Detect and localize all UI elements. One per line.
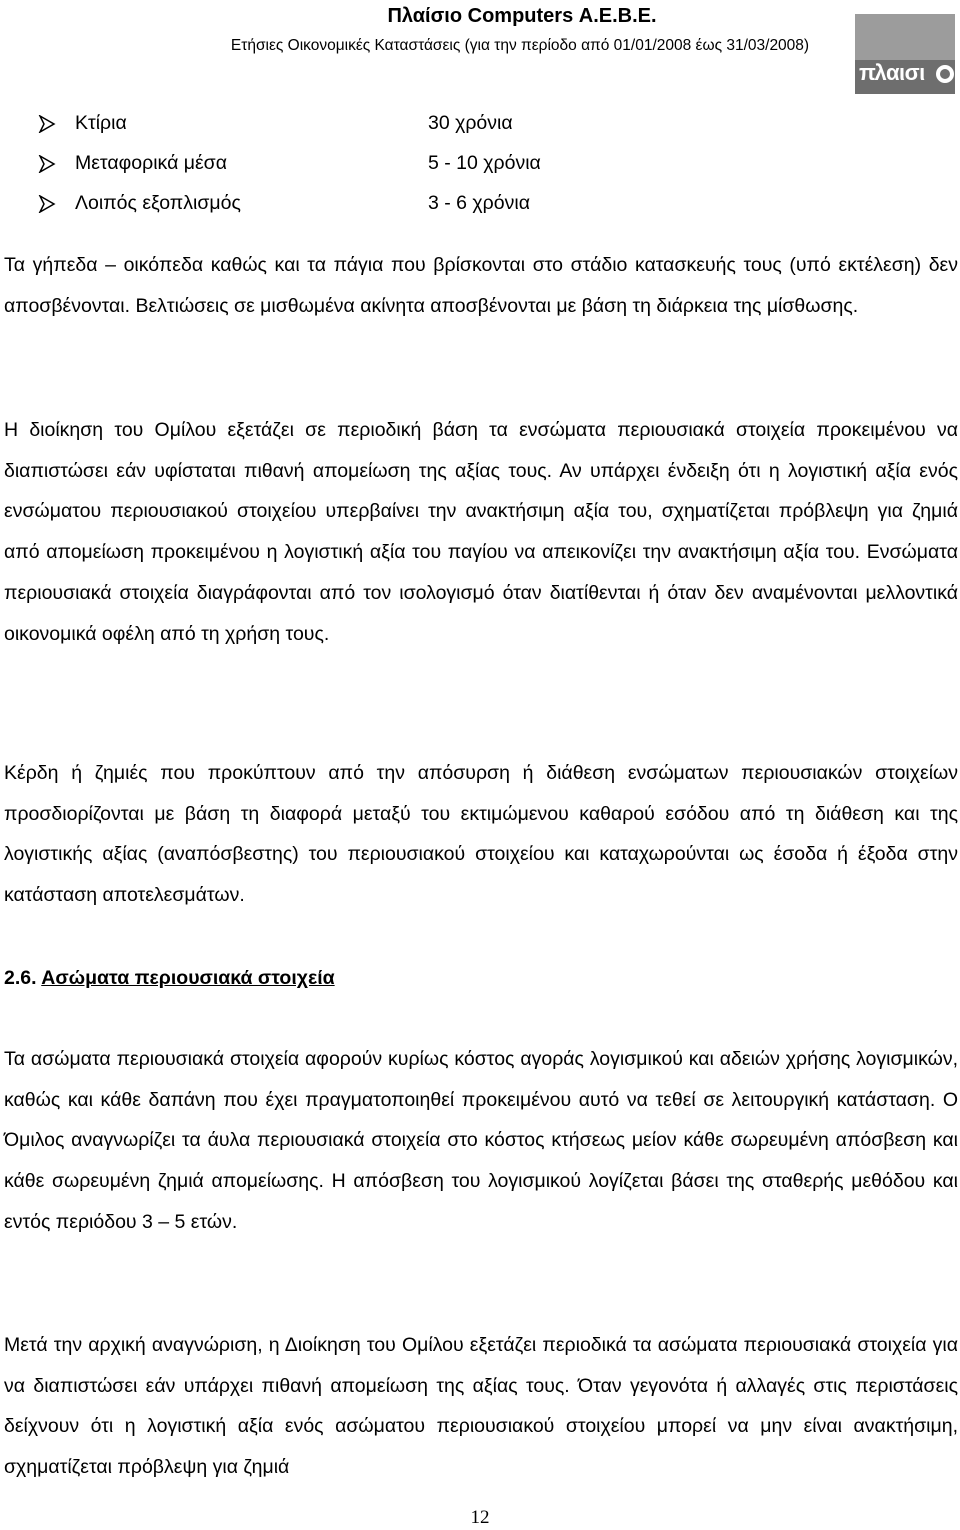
depreciation-list (0, 103, 960, 223)
paragraph-intangibles: Τα ασώματα περιουσιακά στοιχεία αφορούν κυρίως κόστος αγοράς λογισμικού και αδειών χρήσης λογισμικών, καθώς και κάθε δαπάνη που έχει πραγματοποιηθεί προκειμένου αυτό να τεθεί σε λειτουργική κατάσταση. Ο Όμιλος αναγνωρίζει τα άυλα περιουσιακά στοιχεία στο κόστος κτήσεως μείον κάθε σωρευμένη απόσβεση και κάθε σωρευμένη ζημιά απομείωσης. Η απόσβεση του λογισμικού λογίζεται βάσει της σταθερής μεθόδου και εντός περιόδου 3 – 5 ετών. (4, 1048, 958, 1233)
section-title: Ασώματα περιουσιακά στοιχεία (41, 967, 335, 989)
arrow-bullet-icon (38, 195, 56, 213)
asset-category: Κτίρια (75, 112, 127, 134)
svg-text:πλαισι: πλαισι (859, 60, 925, 85)
list-item (0, 103, 960, 143)
list-item (0, 183, 960, 223)
useful-life: 3 - 6 χρόνια (428, 192, 530, 214)
arrow-bullet-icon (38, 115, 56, 133)
paragraph-impairment: Η διοίκηση του Ομίλου εξετάζει σε περιοδική βάση τα ενσώματα περιουσιακά στοιχεία προκειμένου να διαπιστώσει εάν υφίσταται πιθανή απομείωση της αξίας τους. Αν υπάρχει ένδειξη ότι η λογιστική αξία ενός ενσώματου περιουσιακού στοιχείου υπερβαίνει την ανακτήσιμη αξία του, σχηματίζεται πρόβλεψη για ζημιά από απομείωση προκειμένου η λογιστική αξία του παγίου να απεικονίζει την ανακτήσιμη αξία του. Ενσώματα περιουσιακά στοιχεία διαγράφονται από τον ισολογισμό όταν διατίθενται ή όταν δεν αναμένονται μελλοντικά οικονομικά οφέλη από τη χρήση τους. (4, 419, 958, 645)
asset-category: Λοιπός εξοπλισμός (75, 192, 241, 214)
list-item (0, 143, 960, 183)
paragraph-intangibles-impairment: Μετά την αρχική αναγνώριση, η Διοίκηση του Ομίλου εξετάζει περιοδικά τα ασώματα περιουσιακά στοιχεία για να διαπιστώσει εάν υπάρχει πιθανή απομείωση της αξίας τους. Όταν γεγονότα ή αλλαγές στις περιστάσεις δείχνουν ότι η λογιστική αξία ενός ασώματου περιουσιακού στοιχείου μπορεί να μην είναι ανακτήσιμη, σχηματίζεται πρόβλεψη για ζημιά (4, 1334, 958, 1479)
arrow-bullet-icon (38, 155, 56, 173)
asset-category: Μεταφορικά μέσα (75, 152, 227, 174)
section-heading (4, 958, 335, 998)
paragraph-land-construction: Τα γήπεδα – οικόπεδα καθώς και τα πάγια που βρίσκονται στο στάδιο κατασκευής τους (υπό εκτέλεση) δεν αποσβένονται. Βελτιώσεις σε μισθωμένα ακίνητα αποσβένονται με βάση τη διάρκεια της μίσθωσης. (4, 254, 958, 317)
report-period: Ετήσιες Οικονομικές Καταστάσεις (για την περίοδο από 01/01/2008 έως 31/03/2008) (230, 37, 810, 54)
company-name: Πλαίσιο Computers Α.Ε.Β.Ε. (387, 5, 657, 27)
useful-life: 30 χρόνια (428, 112, 513, 134)
paragraph-disposal-gains: Κέρδη ή ζημιές που προκύπτουν από την απόσυρση ή διάθεση ενσώματων περιουσιακών στοιχείων προσδιορίζονται με βάση τη διαφορά μεταξύ του εκτιμώμενου καθαρού εσόδου από τη διάθεση και της λογιστικής αξίας (αναπόσβεστης) του περιουσιακού στοιχείου και καταχωρούνται ως έσοδα ή έξοδα στην κατάσταση αποτελεσμάτων. (4, 762, 958, 907)
plaisio-logo (855, 14, 955, 94)
section-number: 2.6. (4, 967, 37, 989)
page-number: 12 (470, 1507, 490, 1528)
useful-life: 5 - 10 χρόνια (428, 152, 541, 174)
